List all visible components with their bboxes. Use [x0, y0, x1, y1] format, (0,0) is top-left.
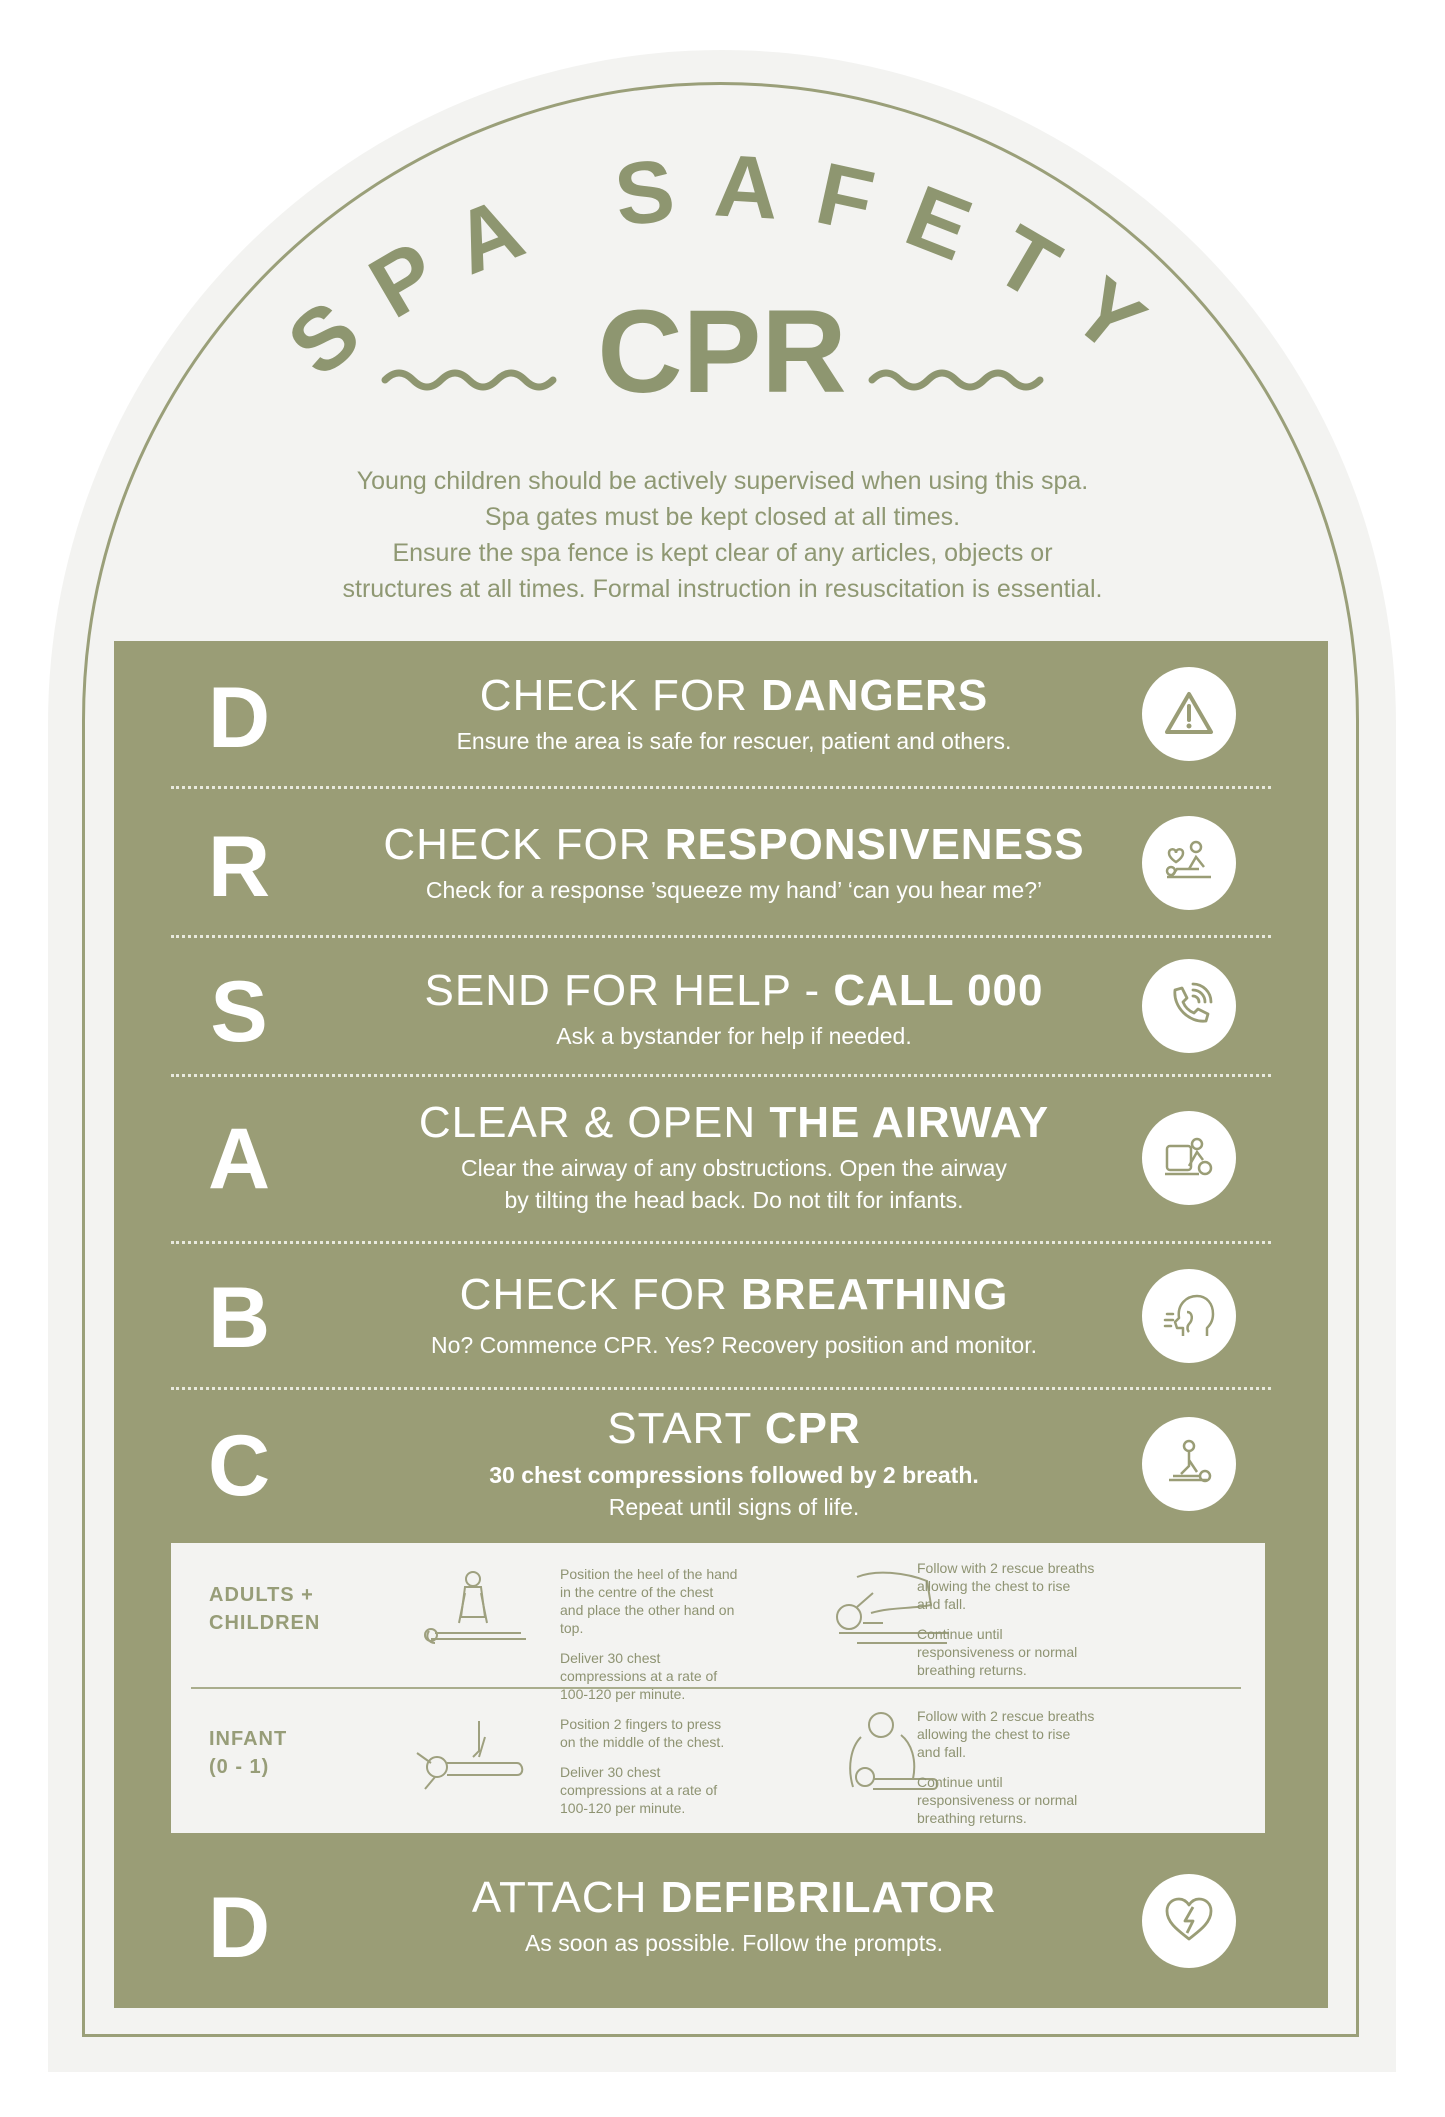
step-description: Ensure the area is safe for rescuer, patient and others.: [456, 728, 1012, 754]
warning-icon: [1142, 667, 1236, 761]
step-letter: C: [207, 1418, 271, 1514]
divider: [171, 1074, 1271, 1077]
step-heading: SEND FOR HELP - CALL 000: [424, 966, 1044, 1015]
step-letter: D: [207, 1880, 271, 1976]
divider: [171, 1387, 1271, 1390]
step-heading: CHECK FOR RESPONSIVENESS: [383, 820, 1085, 869]
intro-line: Ensure the spa fence is kept clear of any articles, objects or: [392, 539, 1053, 567]
step-letter: D: [207, 670, 271, 766]
step-description: Check for a response ’squeeze my hand’ ‘can you hear me?’: [425, 877, 1043, 903]
infant-label: INFANT (0 - 1): [209, 1728, 288, 1778]
wave-left-icon: [385, 373, 553, 387]
step-description: No? Commence CPR. Yes? Recovery position and monitor.: [431, 1332, 1037, 1358]
step-description: 30 chest compressions followed by 2 breath. Repeat until signs of life.: [489, 1462, 979, 1520]
step-description: Ask a bystander for help if needed.: [556, 1023, 912, 1049]
step-letter: S: [210, 964, 268, 1060]
step-heading: CLEAR & OPEN THE AIRWAY: [418, 1098, 1050, 1147]
step-letter: A: [207, 1111, 271, 1207]
adult-compression-illustration: [421, 1569, 531, 1659]
cpr-instructions-box: [171, 1543, 1265, 1833]
intro-line: Young children should be actively supervised when using this spa.: [356, 467, 1089, 495]
step-letter: B: [207, 1270, 271, 1366]
divider: [171, 1241, 1271, 1244]
phone-icon: [1142, 959, 1236, 1053]
step-heading: CHECK FOR BREATHING: [459, 1270, 1009, 1319]
intro-text: [200, 463, 1245, 607]
breathing-icon: [1142, 1269, 1236, 1363]
cpr-icon: [1142, 1417, 1236, 1511]
drsabcd-panel: [114, 641, 1328, 2008]
main-title: CPR: [597, 286, 847, 418]
adults-children-label: ADULTS + CHILDREN: [209, 1584, 321, 1634]
defibrillator-icon: [1142, 1874, 1236, 1968]
infant-compression-illustration: [411, 1713, 541, 1803]
adult-compression-text: Position the heel of the hand in the centre of the chest and place the other hand on top. Deliver 30 chest compressions at a rate of 100-120 per minute.: [560, 1566, 738, 1702]
step-description: As soon as possible. Follow the prompts.: [524, 1930, 944, 1956]
intro-line: Spa gates must be kept closed at all times.: [484, 503, 961, 531]
step-heading: START CPR: [607, 1404, 861, 1453]
airway-icon: [1142, 1111, 1236, 1205]
adult-breath-text: Follow with 2 rescue breaths allowing the chest to rise and fall. Continue until responsiveness or normal breathing returns.: [917, 1560, 1095, 1678]
cpr-box-separator: [191, 1687, 1241, 1689]
step-heading: ATTACH DEFIBRILATOR: [471, 1873, 997, 1922]
infant-breath-text: Follow with 2 rescue breaths allowing the chest to rise and fall. Continue until responsiveness or normal breathing returns.: [917, 1708, 1095, 1826]
step-heading: CHECK FOR DANGERS: [479, 671, 989, 720]
step-letter: R: [207, 819, 271, 915]
title-graphic: [0, 0, 1445, 460]
divider: [171, 786, 1271, 789]
responsiveness-icon: [1142, 816, 1236, 910]
step-description: Clear the airway of any obstructions. Open the airway by tilting the head back. Do not tilt for infants.: [461, 1155, 1007, 1213]
divider: [171, 935, 1271, 938]
arc-title: SPA SAFETY: [269, 135, 1191, 395]
intro-line: structures at all times. Formal instruction in resuscitation is essential.: [342, 575, 1103, 603]
wave-right-icon: [872, 373, 1040, 387]
infant-compression-text: Position 2 fingers to press on the middle of the chest. Deliver 30 chest compressions at a rate of 100-120 per minute.: [560, 1716, 725, 1816]
